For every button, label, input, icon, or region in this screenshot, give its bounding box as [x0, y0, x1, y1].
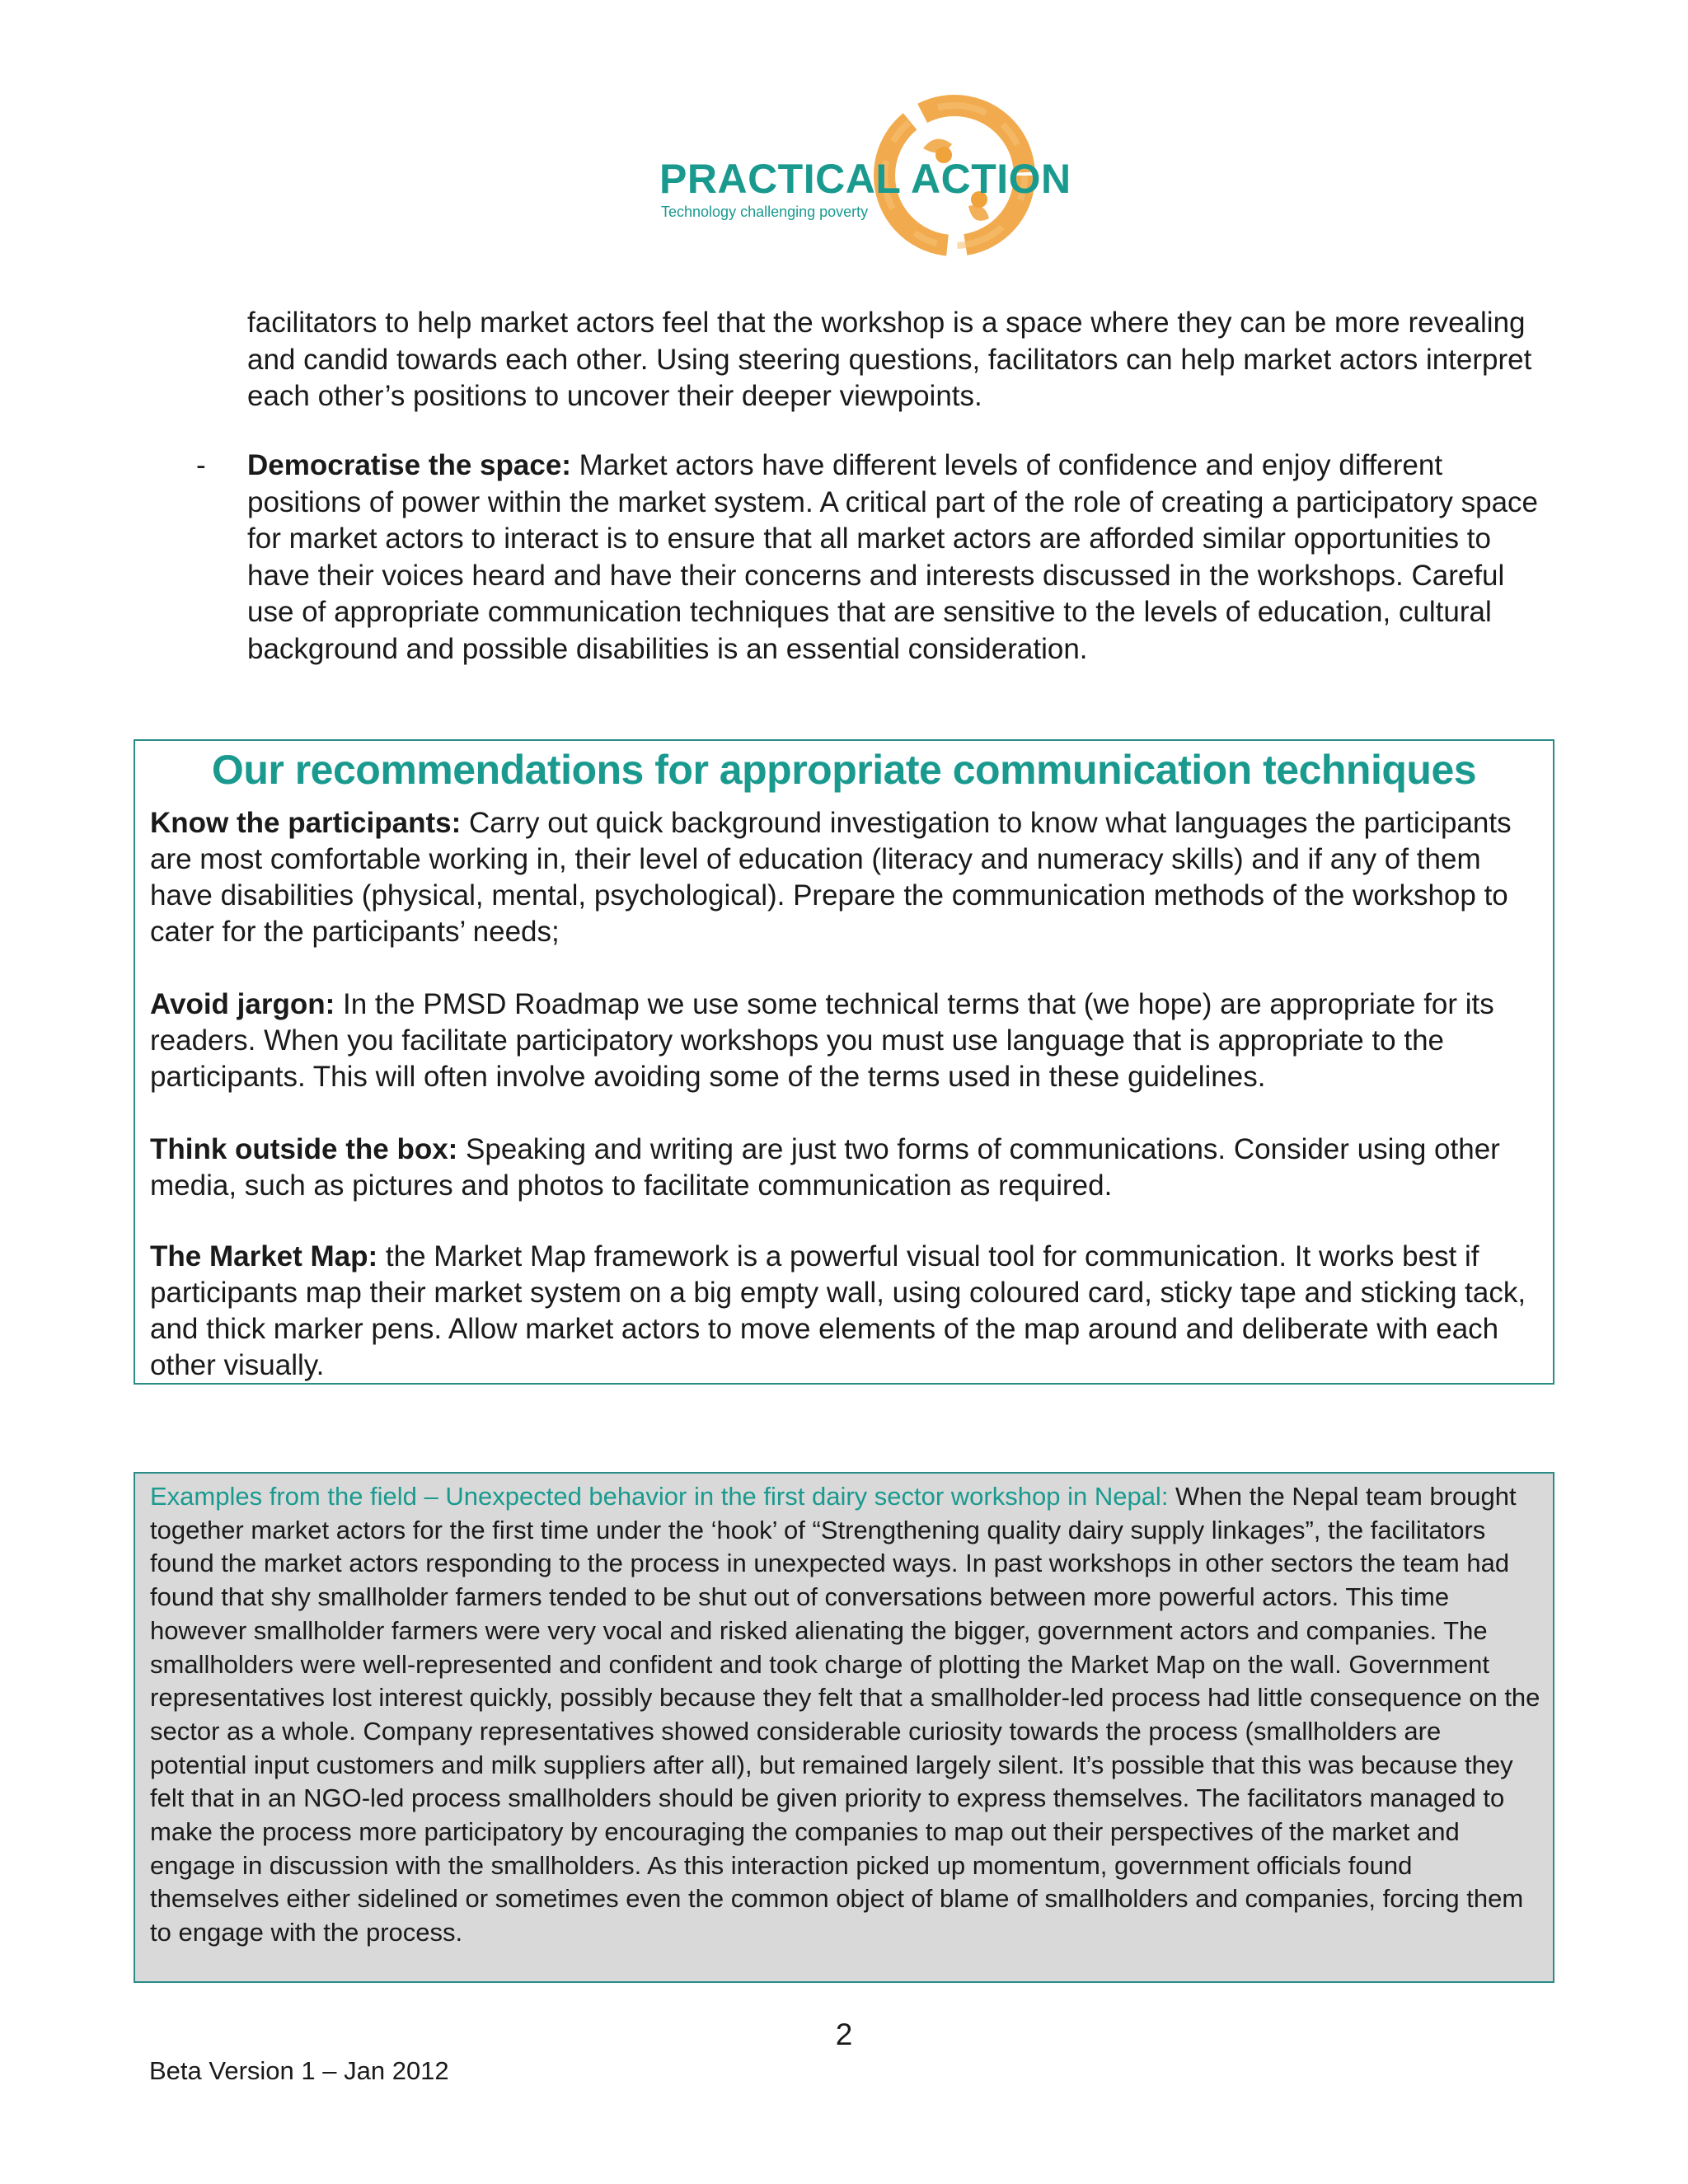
recommendation-think-outside-box [150, 1132, 1543, 1204]
recommendation-know-participants [150, 805, 1543, 950]
bullet-text: Market actors have different levels of confidence and enjoy different positions of power within the market system. A critical part of the role of creating a participatory space for market actors to interact is to ensure that all market actors are afforded similar opportunities to have their voices heard and have their concerns and interests discussed in the workshops. Careful use of appropriate communication techniques that are sensitive to the levels of education, cultural background and possible disabilities is an essential consideration. [247, 449, 1539, 665]
footer-version: Beta Version 1 – Jan 2012 [149, 2056, 449, 2085]
logo-tagline: Technology challenging poverty [661, 204, 869, 220]
field-example-box [134, 1472, 1554, 1983]
bullet-democratise-space [247, 448, 1550, 668]
recommendation-market-map [150, 1239, 1543, 1384]
recommendations-box [134, 739, 1554, 1385]
recommendation-text: Carry out quick background investigation to know what languages the participants are most comfortable working in, their level of education (literacy and numeracy skills) and if any of them have disabilities (physical, mental, psychological). Prepare the communication methods of the workshop to cater for the participants’ needs; [150, 807, 1512, 948]
continued-paragraph: facilitators to help market actors feel that the workshop is a space where they can be more revealing and candid towards each other. Using steering questions, facilitators can help market actors interpret each other’s positions to uncover their deeper viewpoints. [247, 307, 1532, 412]
recommendation-heading: Avoid jargon: [150, 988, 335, 1020]
recommendation-text: Speaking and writing are just two forms of communications. Consider using other media, such as pictures and photos to facilitate communication as required. [150, 1133, 1500, 1202]
logo-title: PRACTICAL ACTION [659, 156, 1071, 202]
field-example-body: When the Nepal team brought together market actors for the first time under the ‘hook’ of “Strengthening quality dairy supply linkages”, the facilitators found the market actors responding to the process in unexpected ways. In past workshops in other sectors the team had found that shy smallholder farmers tended to be shut out of conversations between more powerful actors. This time however smallholder farmers were very vocal and risked alienating the bigger, government actors and companies. The smallholders were well-represented and confident and took charge of plotting the Market Map on the wall. Government representatives lost interest quickly, possibly because they felt that a smallholder-led process had little consequence on the sector as a whole. Company representatives showed considerable curiosity towards the process (smallholders are potential input customers and milk suppliers after all), but remained largely silent. It’s possible that this was because they felt that in an NGO-led process smallholders should be given priority to express themselves. The facilitators managed to make the process more participatory by encouraging the companies to map out their perspectives of the market and engage in discussion with the smallholders. As this interaction picked up momentum, government officials found themselves either sidelined or sometimes even the common object of blame of smallholders and companies, forcing them to engage with the process. [150, 1482, 1540, 1947]
bullet-marker: - [196, 449, 206, 481]
field-example-heading: Examples from the field – Unexpected behavior in the first dairy sector workshop in Nepal: [150, 1482, 1169, 1511]
field-example-text [150, 1480, 1545, 1950]
recommendations-title: Our recommendations for appropriate communication techniques [211, 747, 1477, 793]
recommendation-text: the Market Map framework is a powerful visual tool for communication. It works best if participants map their market system on a big empty wall, using coloured card, sticky tape and sticking tack, and thick marker pens. Allow market actors to move elements of the map around and deliberate with each other visually. [150, 1240, 1526, 1381]
recommendation-text: In the PMSD Roadmap we use some technical terms that (we hope) are appropriate for its readers. When you facilitate participatory workshops you must use language that is appropriate to the participants. This will often involve avoiding some of the terms used in these guidelines. [150, 988, 1494, 1093]
page-number: 2 [835, 2018, 853, 2051]
recommendation-heading: The Market Map: [150, 1240, 378, 1272]
recommendation-avoid-jargon [150, 987, 1543, 1095]
bullet-heading: Democratise the space: [247, 449, 571, 481]
recommendation-heading: Know the participants: [150, 807, 462, 839]
practical-action-logo [651, 91, 1071, 272]
recommendation-heading: Think outside the box: [150, 1133, 458, 1165]
